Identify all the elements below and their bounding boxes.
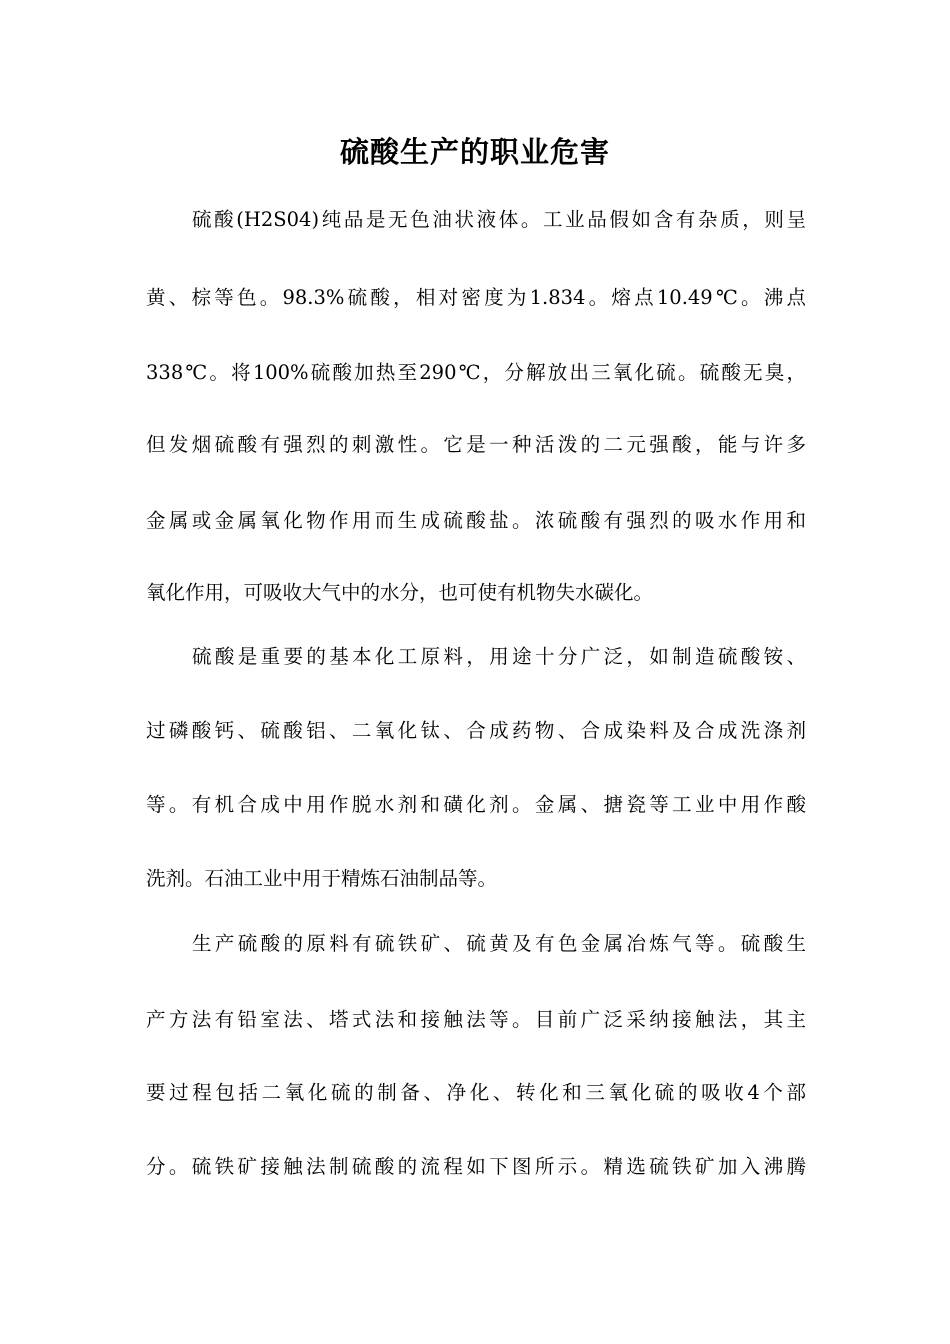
paragraph-3-line-2: 产方法有铅室法、塔式法和接触法等。目前广泛采纳接触法，其主: [146, 1008, 806, 1031]
paragraph-2-line-1: 硫酸是重要的基本化工原料，用途十分广泛，如制造硫酸铵、: [192, 645, 806, 668]
paragraph-3-line-3: 要过程包括二氧化硫的制备、净化、转化和三氧化硫的吸收4个部: [146, 1081, 806, 1104]
paragraph-2-line-4: 洗剂。石油工业中用于精炼石油制品等。: [146, 867, 498, 890]
paragraph-3-line-4: 分。硫铁矿接触法制硫酸的流程如下图所示。精选硫铁矿加入沸腾: [146, 1155, 806, 1178]
paragraph-1-line-6: 氧化作用，可吸收大气中的水分，也可使有机物失水碳化。: [146, 581, 654, 604]
paragraph-1-line-2: 黄、棕等色。98.3%硫酸，相对密度为1.834。熔点10.49℃。沸点: [146, 286, 806, 309]
paragraph-1-line-1: 硫酸(H2S04)纯品是无色油状液体。工业品假如含有杂质，则呈: [192, 208, 806, 231]
paragraph-1-line-5: 金属或金属氧化物作用而生成硫酸盐。浓硫酸有强烈的吸水作用和: [146, 509, 806, 532]
paragraph-2-line-3: 等。有机合成中用作脱水剂和磺化剂。金属、搪瓷等工业中用作酸: [146, 793, 806, 816]
document-title: 硫酸生产的职业危害: [339, 135, 610, 169]
paragraph-2-line-2: 过磷酸钙、硫酸铝、二氧化钛、合成药物、合成染料及合成洗涤剂: [146, 719, 806, 742]
paragraph-3-line-1: 生产硫酸的原料有硫铁矿、硫黄及有色金属冶炼气等。硫酸生: [192, 932, 806, 955]
paragraph-1-line-4: 但发烟硫酸有强烈的刺激性。它是一种活泼的二元强酸，能与许多: [146, 433, 806, 456]
paragraph-1-line-3: 338℃。将100%硫酸加热至290℃，分解放出三氧化硫。硫酸无臭，: [146, 361, 806, 384]
